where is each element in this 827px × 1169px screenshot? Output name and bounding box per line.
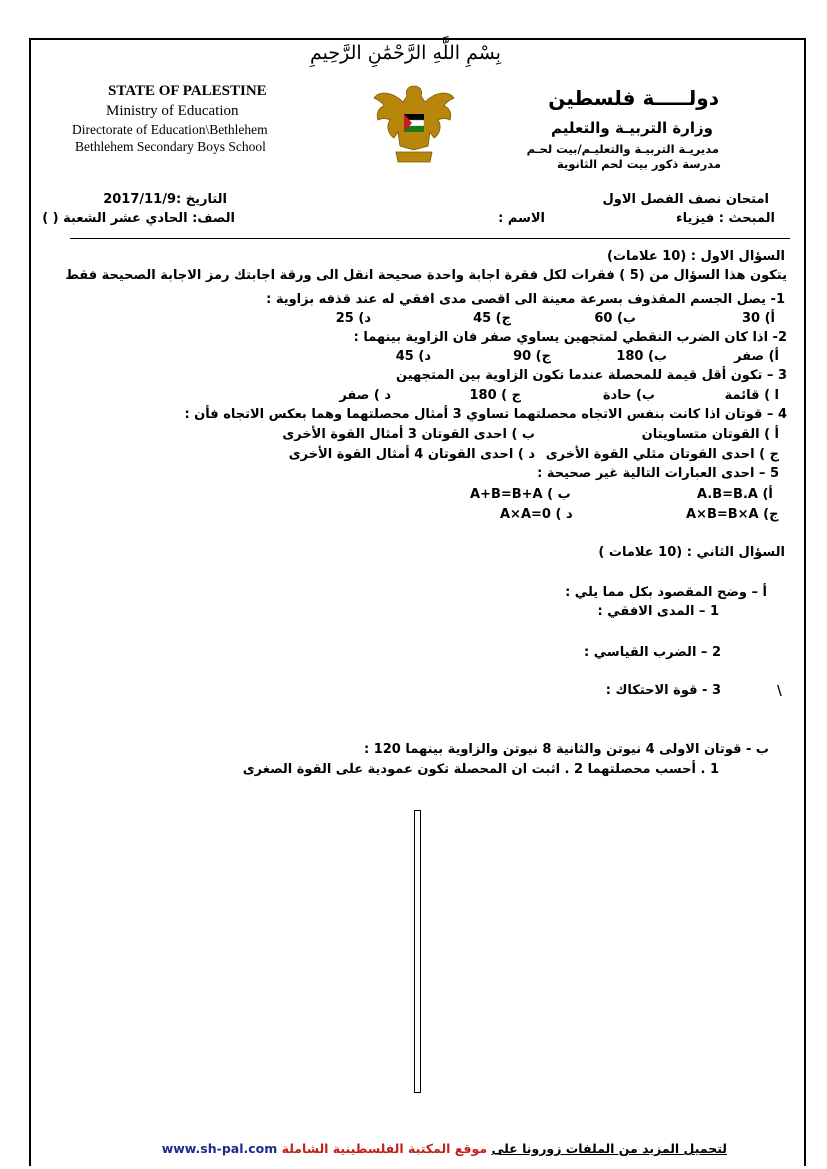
footer-text: لتحميل المزيد من الملفات زورونا على: [491, 1141, 727, 1156]
footer-url-link[interactable]: www.sh-pal.com: [161, 1141, 278, 1156]
q1-item-4-option-a: أ ) القوتان متساويتان: [641, 427, 779, 442]
q1-item-4-option-b: ب ) احدى القوتان 3 أمثال القوة الأخرى: [282, 427, 535, 442]
exam-class: الصف: الحادي عشر الشعبة ( ): [42, 211, 235, 226]
exam-date: التاريخ :2017/11/9: [103, 192, 227, 207]
exam-title: امتحان نصف الفصل الاول: [602, 192, 769, 207]
q1-item-1-option-a: أ) 30: [741, 311, 775, 326]
vertical-bar-graphic: [414, 810, 421, 1093]
q2-part-b: ب - قوتان الاولى 4 نيوتن والثانية 8 نيوتن والزاوية بينهما 120 :: [363, 742, 769, 757]
footer-site-name: موقع المكتبة الفلسطينية الشاملة: [281, 1141, 488, 1156]
palestine-eagle-emblem-icon: [368, 76, 460, 168]
q1-item-5-option-a: A.B=B.A (أ: [697, 487, 773, 502]
exam-name-label: الاسم :: [498, 211, 545, 226]
q1-item-5-option-c: A×B=B×A (ج: [686, 507, 779, 522]
footer: [162, 1141, 727, 1156]
exam-subject: المبحث : فيزياء: [675, 211, 775, 226]
q2-part-b-tasks: 1 . أحسب محصلتهما 2 . اثبت ان المحصلة تكون عمودية على القوة الصغرى: [242, 762, 719, 777]
q1-item-2-option-c: ج) 90: [513, 349, 551, 364]
q1-item-2-option-b: ب) 180: [616, 349, 667, 364]
q2-heading: السؤال الثاني : (10 علامات ): [598, 545, 785, 560]
q2-part-a: أ – وضح المقصود بكل مما يلي :: [565, 585, 767, 600]
q1-item-1-option-b: ب) 60: [594, 311, 636, 326]
q1-item-5-option-d: A×A=0 ( د: [500, 507, 573, 522]
q1-item-3-stem: 3 – تكون أقل قيمة للمحصلة عندما تكون الزاوية بين المتجهين: [396, 368, 787, 383]
q1-item-1-option-d: د) 25: [335, 311, 371, 326]
q1-item-5-option-b: A+B=B+A ( ب: [470, 487, 571, 502]
q1-item-5-stem: 5 – احدى العبارات التالية غير صحيحة :: [537, 466, 779, 481]
q2-item-2: 2 – الضرب القياسي :: [584, 645, 721, 660]
q1-item-1-stem: 1- يصل الجسم المقذوف بسرعة معينة الى اقصى مدى افقي له عند قذفه بزاوية :: [266, 292, 785, 307]
header-directorate-ar: مديريـة التربيـة والتعليـم/بيت لحـم: [526, 142, 719, 156]
header-state-ar: دولـــــة فلسطين: [548, 86, 719, 110]
q1-item-3-option-c: ج ) 180: [469, 388, 521, 403]
q1-item-2-stem: 2- اذا كان الضرب النقطي لمتجهين يساوي صفر فان الزاوية بينهما :: [353, 330, 787, 345]
q1-item-3-option-b: ب) حادة: [602, 388, 655, 403]
q1-instruction: يتكون هذا السؤال من (5 ) فقرات لكل فقرة اجابة واحدة صحيحة انقل الى ورقة اجابتك رمز الاجابة الصحيحة فقط: [65, 268, 787, 283]
q2-item-3: 3 - قوة الاحتكاك :: [605, 683, 721, 698]
q1-item-4-option-d: د ) احدى القوتان 4 أمثال القوة الأخرى: [288, 447, 535, 462]
q1-item-4-option-c: ج ) احدى القوتان مثلي القوة الأخرى: [545, 447, 779, 462]
q2-item-1: 1 – المدى الافقي :: [597, 604, 719, 619]
q1-item-3-option-d: د ) صفر: [339, 388, 391, 403]
q1-item-2-option-d: د) 45: [395, 349, 431, 364]
header-school-en: Bethlehem Secondary Boys School: [75, 139, 266, 154]
header-divider: [70, 238, 790, 239]
q1-item-1-option-c: ج) 45: [473, 311, 511, 326]
header-school-ar: مدرسة ذكور بيت لحم الثانوية: [556, 157, 721, 171]
basmala: بِسْمِ اللَّهِ الرَّحْمَٰنِ الرَّحِيمِ: [310, 42, 501, 64]
q1-item-4-stem: 4 – قوتان اذا كانت بنفس الاتجاه محصلتهما تساوي 3 أمثال محصلتهما وهما بعكس الاتجاه فأن :: [184, 407, 787, 422]
q1-item-2-option-a: أ) صفر: [734, 349, 779, 364]
q1-item-3-option-a: ا ) قائمة: [724, 388, 779, 403]
stray-backslash-mark: \: [777, 684, 782, 699]
header-ministry-ar: وزارة التربيـة والتعليم: [551, 119, 713, 137]
header-state-en: STATE OF PALESTINE: [108, 83, 267, 99]
header-directorate-en: Directorate of Education\Bethlehem: [72, 122, 268, 137]
q1-heading: السؤال الاول : (10 علامات): [607, 249, 785, 264]
header-ministry-en: Ministry of Education: [106, 103, 239, 119]
